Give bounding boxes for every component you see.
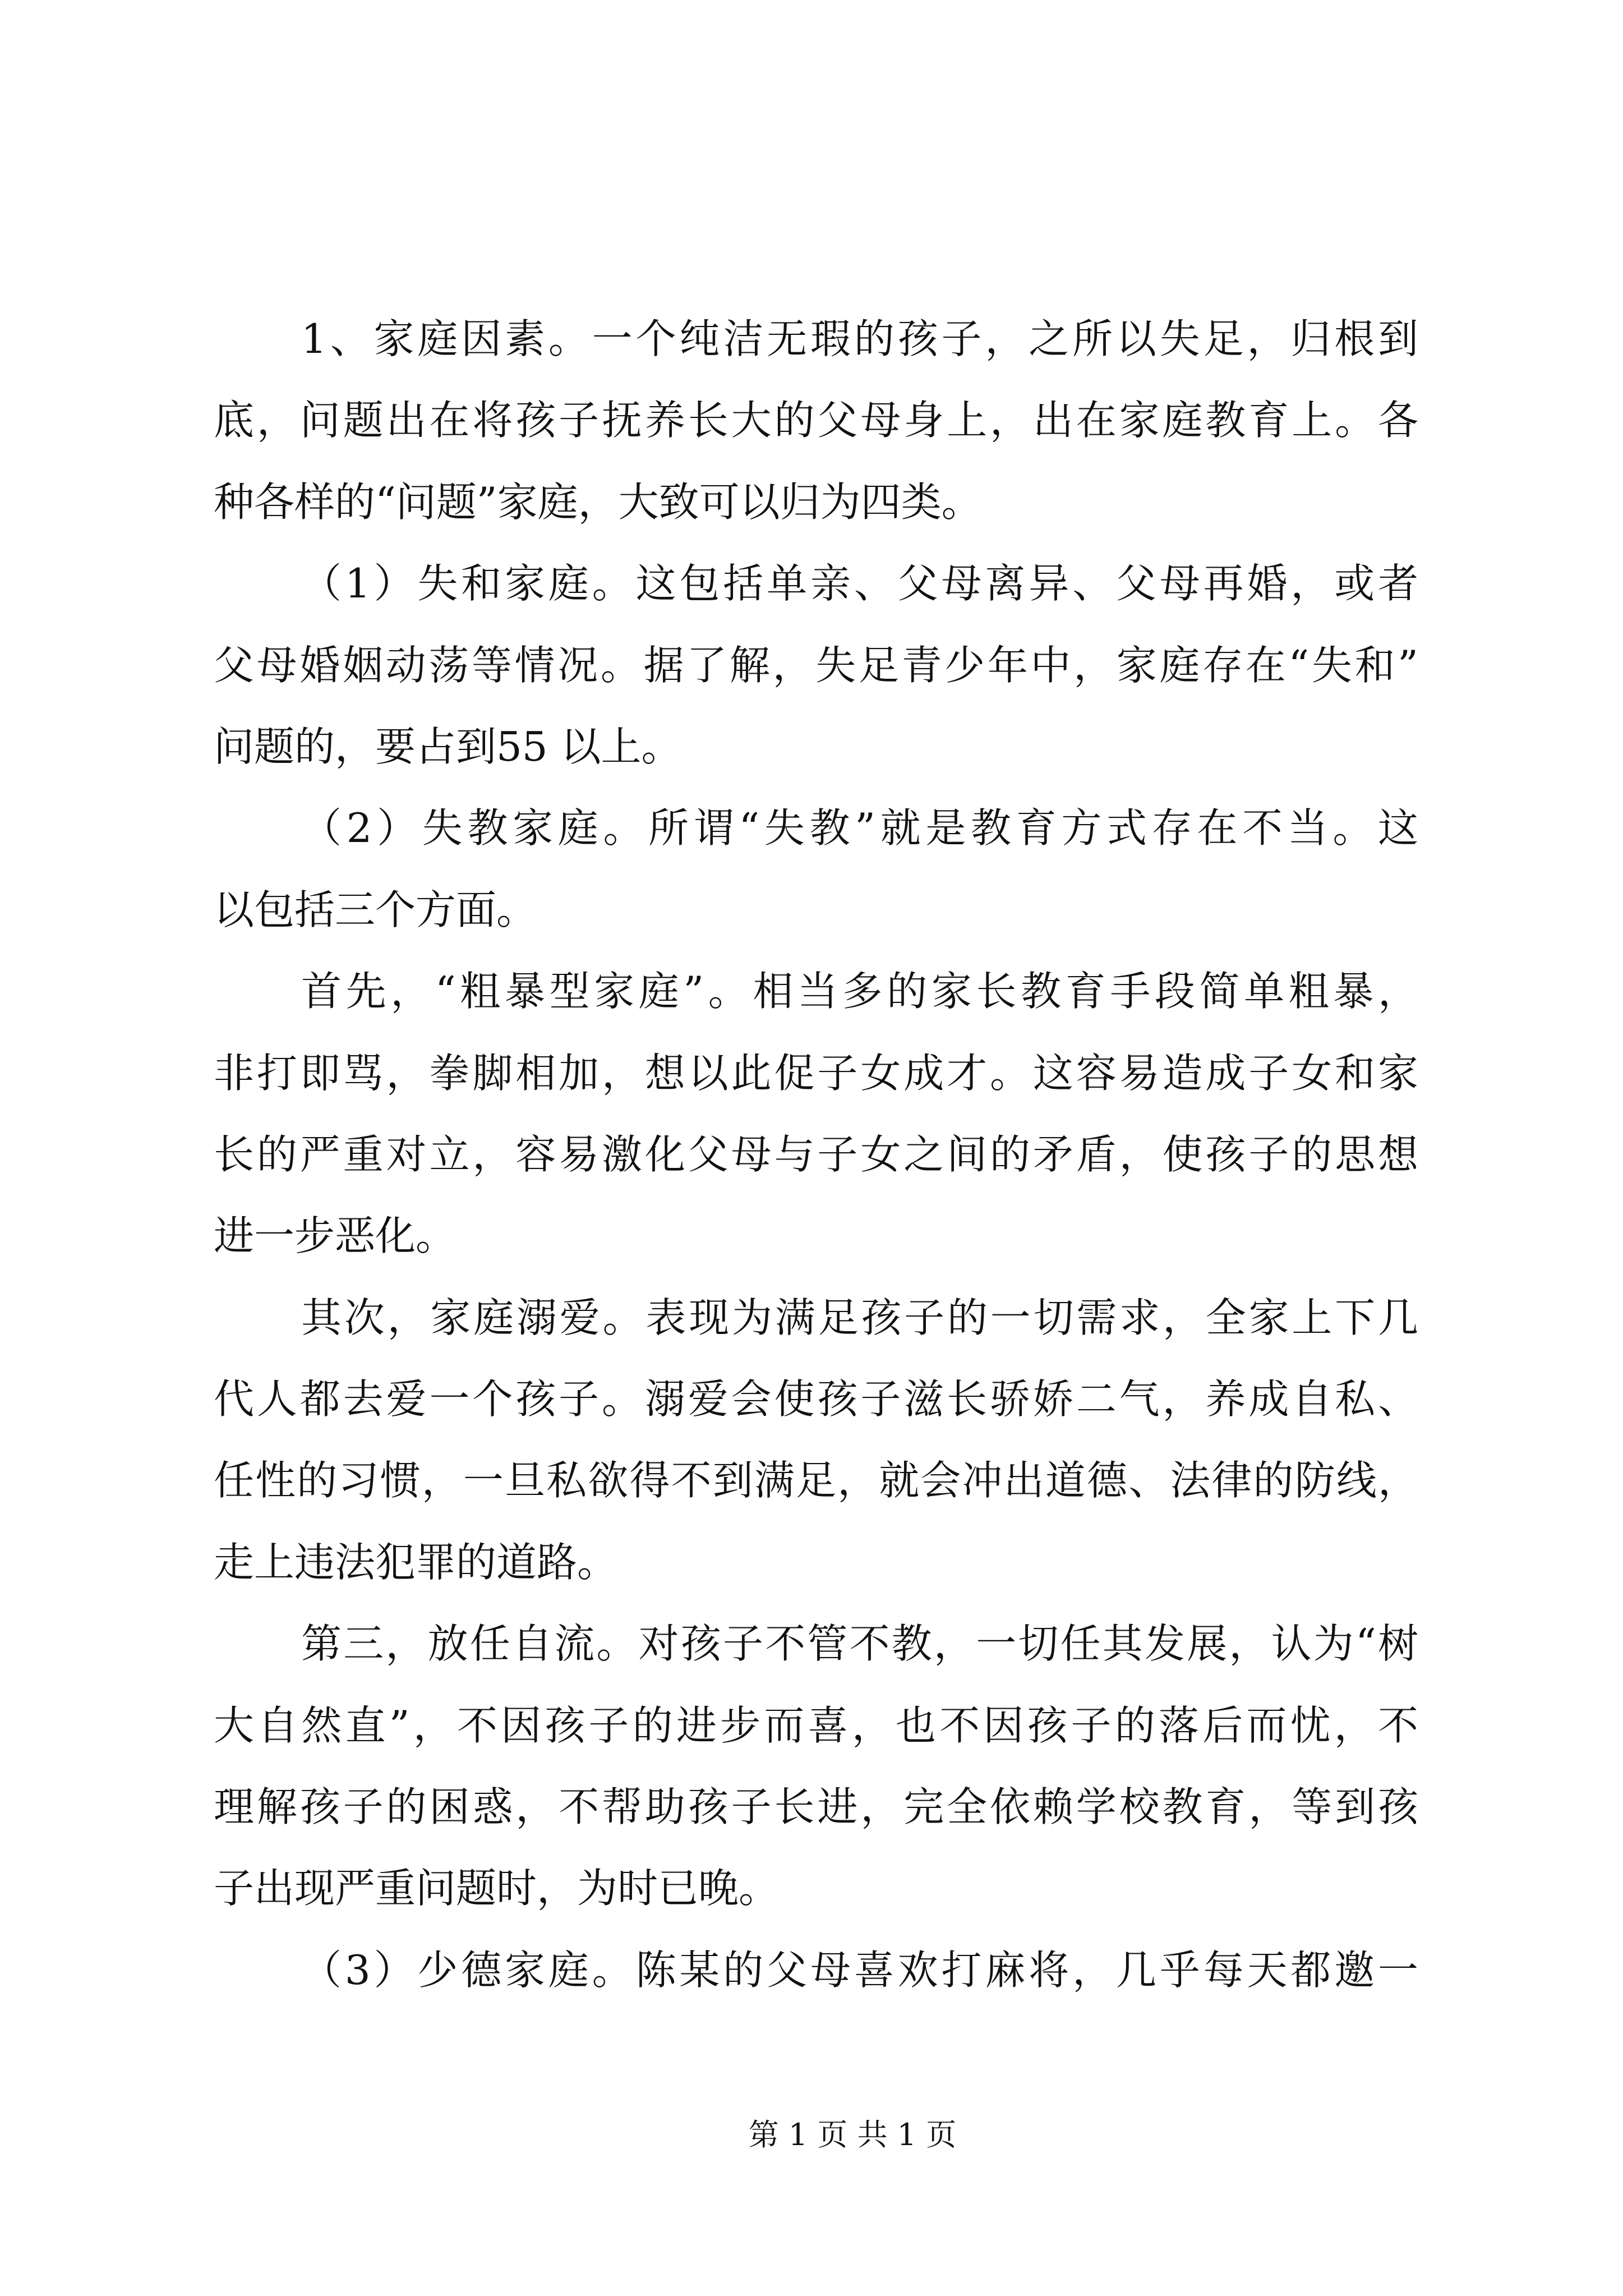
paragraph-family-factors [214,298,1418,543]
body-line: 父母婚姻动荡等情况。据了解，失足青少年中，家庭存在“失和” [214,641,1418,689]
body-line: 长的严重对立，容易激化父母与子女之间的矛盾，使孩子的思想 [214,1130,1418,1178]
paragraph-doting-family [214,1277,1418,1604]
body-line: 走上违法犯罪的道路。 [214,1538,618,1586]
body-line: 问题的，要占到55 以上。 [214,723,682,770]
paragraph-rough-family [214,951,1418,1277]
paragraph-laissez-faire-family [214,1603,1418,1930]
paragraph-immoral-family [214,1930,1418,2011]
body-line: 非打即骂，拳脚相加，想以此促子女成才。这容易造成子女和家 [214,1049,1418,1097]
body-line: 种各样的“问题”家庭，大致可以归为四类。 [214,478,982,526]
body-line: 任性的习惯，一旦私欲得不到满足，就会冲出道德、法律的防线， [214,1457,1418,1504]
paragraph-discord-family [214,543,1418,788]
body-line: 首先，“粗暴型家庭”。相当多的家长教育手段简单粗暴， [301,968,1418,1015]
body-line: 子出现严重问题时，为时已晚。 [214,1865,780,1912]
page-number-footer: 第 1 页 共 1 页 [748,2117,957,2152]
paragraph-miseducation-family [214,788,1418,951]
body-line: 理解孩子的困惑，不帮助孩子长进，完全依赖学校教育，等到孩 [214,1783,1418,1831]
body-line: （1）失和家庭。这包括单亲、父母离异、父母再婚，或者 [301,560,1418,608]
body-line: 代人都去爱一个孩子。溺爱会使孩子滋长骄娇二气，养成自私、 [214,1375,1418,1423]
body-line: 底，问题出在将孩子抚养长大的父母身上，出在家庭教育上。各 [214,397,1418,444]
body-line: （2）失教家庭。所谓“失教”就是教育方式存在不当。这 [301,804,1418,852]
body-line: 以包括三个方面。 [214,886,537,933]
body-line: 1、家庭因素。一个纯洁无瑕的孩子，之所以失足，归根到 [301,315,1418,362]
body-line: （3）少德家庭。陈某的父母喜欢打麻将，几乎每天都邀一 [301,1946,1418,1994]
body-line: 大自然直”，不因孩子的进步而喜，也不因孩子的落后而忧，不 [214,1701,1418,1749]
body-line: 其次，家庭溺爱。表现为满足孩子的一切需求，全家上下几 [301,1294,1418,1341]
body-line: 第三，放任自流。对孩子不管不教，一切任其发展，认为“树 [301,1620,1418,1668]
body-line: 进一步恶化。 [214,1212,457,1260]
document-body [214,298,1418,2011]
